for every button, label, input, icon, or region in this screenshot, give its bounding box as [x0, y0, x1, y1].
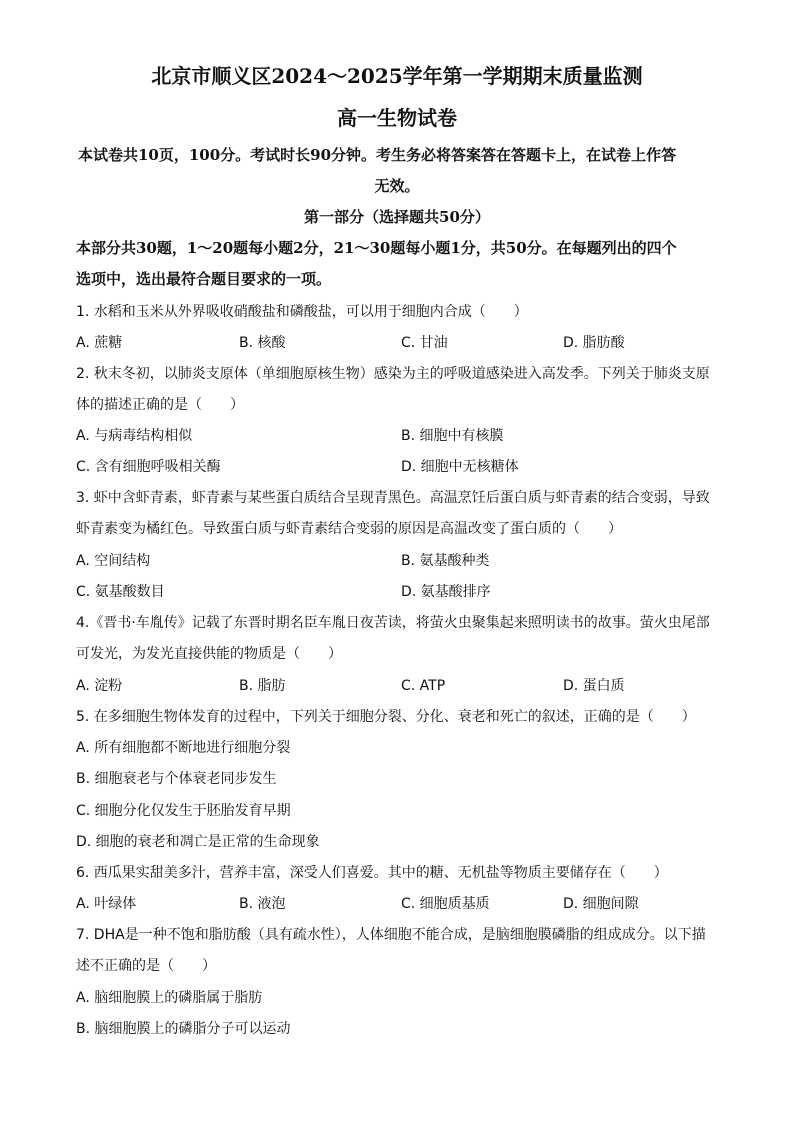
question-4-option-c: C. ATP: [401, 678, 446, 694]
exam-subtitle: 高一生物试卷: [337, 106, 457, 130]
question-1-option-d: D. 脂肪酸: [563, 335, 625, 351]
question-4-option-a: A. 淀粉: [76, 678, 123, 694]
question-3-stem-line-2: 虾青素变为橘红色。导致蛋白质与虾青素结合变弱的原因是高温改变了蛋白质的（ ）: [76, 521, 622, 537]
question-3-option-a: A. 空间结构: [76, 553, 151, 569]
question-6-option-c: C. 细胞质基质: [401, 896, 490, 912]
question-5-option-a: A. 所有细胞都不断地进行细胞分裂: [76, 740, 291, 756]
exam-title: 北京市顺义区2024～2025学年第一学期期末质量监测: [151, 64, 643, 88]
question-3-option-b: B. 氨基酸种类: [401, 553, 490, 569]
question-3-stem-line-1: 3. 虾中含虾青素，虾青素与某些蛋白质结合呈现青黑色。高温烹饪后蛋白质与虾青素的结合变弱，导致: [76, 490, 710, 506]
question-2-stem-line-1: 2. 秋末冬初，以肺炎支原体（单细胞原核生物）感染为主的呼吸道感染进入高发季。下列关于肺炎支原: [76, 366, 710, 382]
question-6-option-d: D. 细胞间隙: [563, 896, 639, 912]
question-4-stem-line-1: 4.《晋书·车胤传》记载了东晋时期名臣车胤日夜苦读，将萤火虫聚集起来照明读书的故事。萤火虫尾部: [76, 615, 710, 631]
question-2-stem-line-2: 体的描述正确的是（ ）: [76, 397, 244, 413]
question-7-option-a: A. 脑细胞膜上的磷脂属于脂肪: [76, 990, 263, 1006]
section-instructions-line-2: 选项中，选出最符合题目要求的一项。: [76, 270, 332, 288]
section-instructions-line-1: 本部分共30题，1～20题每小题2分，21～30题每小题1分，共50分。在每题列出的四个: [76, 239, 677, 257]
question-7-stem-line-1: 7. DHA是一种不饱和脂肪酸（具有疏水性），人体细胞不能合成，是脑细胞膜磷脂的组成成分。以下描: [76, 927, 706, 943]
question-2-option-b: B. 细胞中有核膜: [401, 428, 504, 444]
notice-line-2: 无效。: [374, 177, 420, 195]
question-1-option-c: C. 甘油: [401, 335, 448, 351]
notice-line-1: 本试卷共10页，100分。考试时长90分钟。考生务必将答案答在答题卡上，在试卷上作答: [78, 146, 677, 164]
question-5-option-b: B. 细胞衰老与个体衰老同步发生: [76, 771, 277, 787]
question-2-option-c: C. 含有细胞呼吸相关酶: [76, 459, 221, 475]
question-3-option-c: C. 氨基酸数目: [76, 584, 165, 600]
question-7-stem-line-2: 述不正确的是（ ）: [76, 958, 216, 974]
question-2-option-a: A. 与病毒结构相似: [76, 428, 193, 444]
section-title: 第一部分（选择题共50分）: [304, 208, 490, 226]
question-4-option-b: B. 脂肪: [239, 678, 286, 694]
question-6-stem: 6. 西瓜果实甜美多汁，营养丰富，深受人们喜爱。其中的糖、无机盐等物质主要储存在（ ）: [76, 865, 668, 881]
question-6-option-b: B. 液泡: [239, 896, 286, 912]
question-4-option-d: D. 蛋白质: [563, 678, 625, 694]
question-3-option-d: D. 氨基酸排序: [401, 584, 491, 600]
question-4-stem-line-2: 可发光，为发光直接供能的物质是（ ）: [76, 646, 342, 662]
question-1-option-b: B. 核酸: [239, 335, 286, 351]
question-5-option-c: C. 细胞分化仅发生于胚胎发育早期: [76, 803, 291, 819]
question-1-option-a: A. 蔗糖: [76, 335, 123, 351]
question-1-stem: 1. 水稻和玉米从外界吸收硝酸盐和磷酸盐，可以用于细胞内合成（ ）: [76, 304, 528, 320]
question-5-option-d: D. 细胞的衰老和凋亡是正常的生命现象: [76, 834, 320, 850]
question-6-option-a: A. 叶绿体: [76, 896, 137, 912]
question-7-option-b: B. 脑细胞膜上的磷脂分子可以运动: [76, 1021, 291, 1037]
question-2-option-d: D. 细胞中无核糖体: [401, 459, 519, 475]
question-5-stem: 5. 在多细胞生物体发育的过程中，下列关于细胞分裂、分化、衰老和死亡的叙述，正确的是（ ）: [76, 709, 696, 725]
